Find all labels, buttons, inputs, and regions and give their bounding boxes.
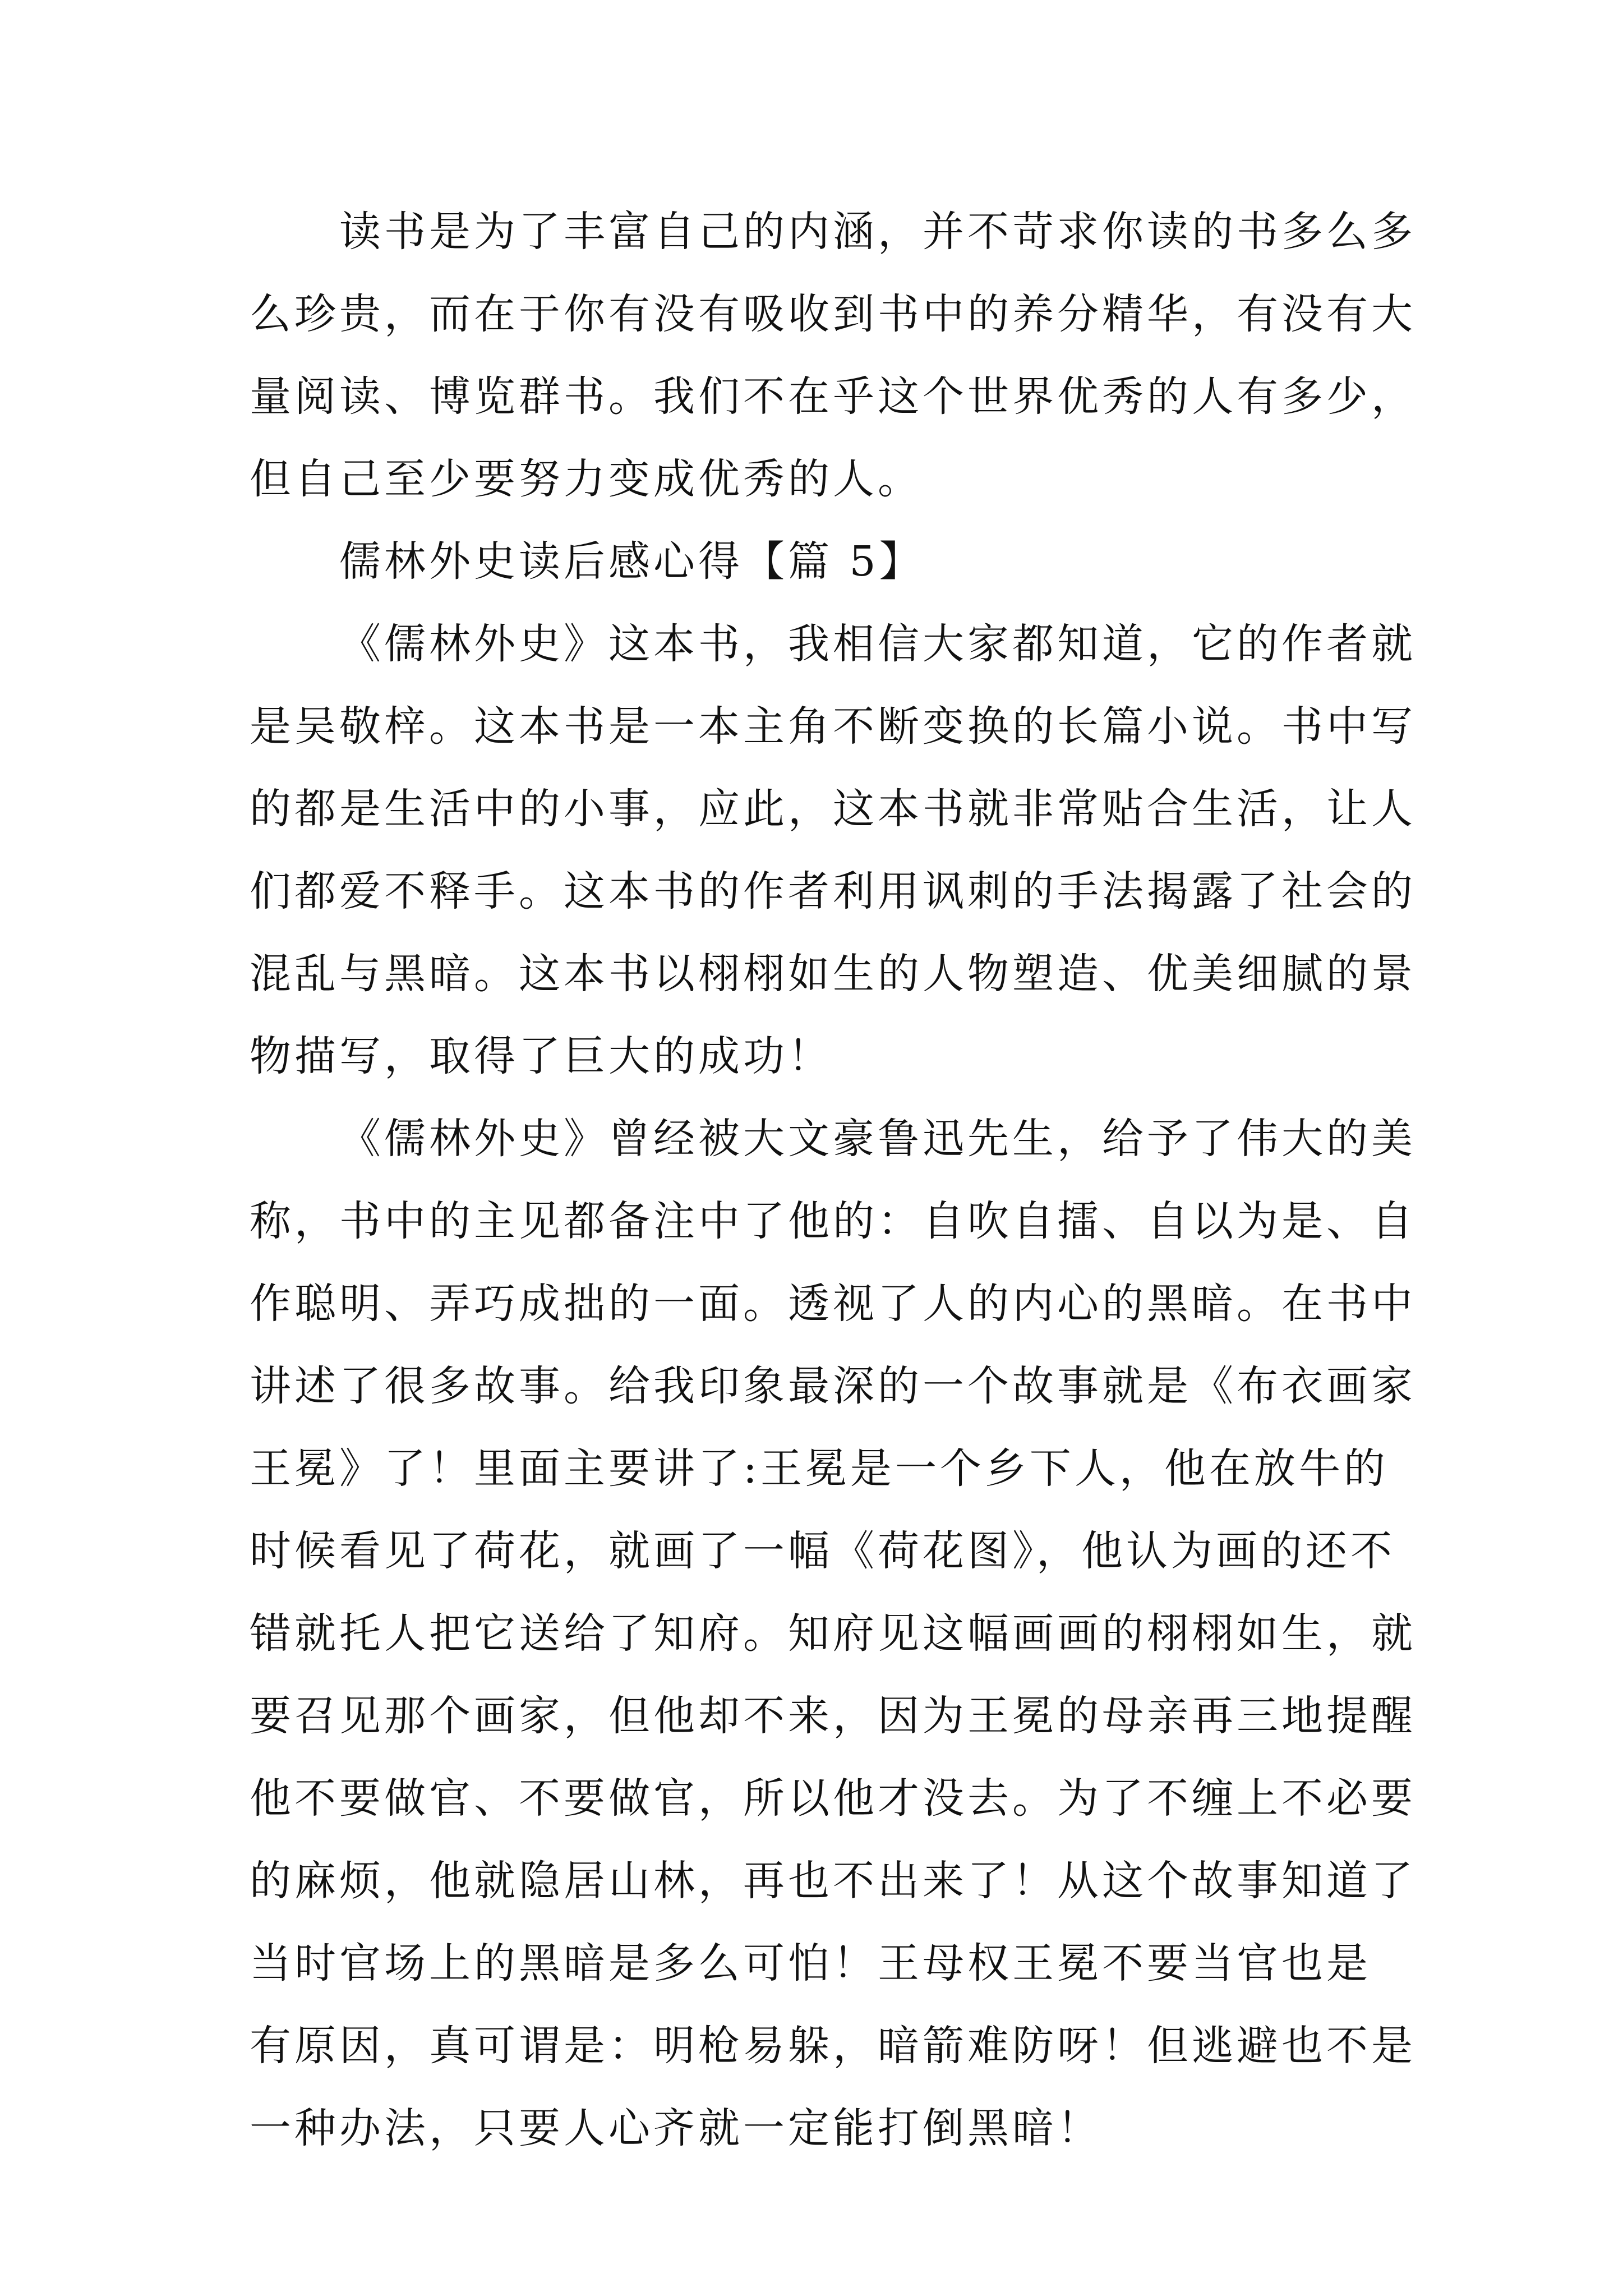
text-line: 么珍贵，而在于你有没有吸收到书中的养分精华，有没有大: [250, 290, 1416, 338]
text-line: 是吴敬梓。这本书是一本主角不断变换的长篇小说。书中写: [250, 702, 1416, 751]
text-line: 《儒林外史》曾经被大文豪鲁迅先生，给予了伟大的美: [339, 1115, 1416, 1163]
text-line: 混乱与黑暗。这本书以栩栩如生的人物塑造、优美细腻的景: [250, 950, 1416, 998]
text-line: 物描写，取得了巨大的成功！: [250, 1032, 833, 1080]
text-line: 王冕》了！里面主要讲了:王冕是一个乡下人，他在放牛的: [250, 1444, 1389, 1493]
text-line: 讲述了很多故事。给我印象最深的一个故事就是《布衣画家: [250, 1362, 1416, 1410]
text-line: 一种办法，只要人心齐就一定能打倒黑暗！: [250, 2104, 1102, 2152]
text-line: 有原因，真可谓是：明枪易躲，暗箭难防呀！但逃避也不是: [250, 2022, 1416, 2070]
text-line: 称，书中的主见都备注中了他的：自吹自擂、自以为是、自: [250, 1197, 1416, 1245]
text-line: 当时官场上的黑暗是多么可怕！王母权王冕不要当官也是: [250, 1939, 1371, 1987]
paragraph-book-intro: [250, 603, 1416, 1098]
paragraph-reading-purpose: [250, 191, 1416, 521]
text-line: 《儒林外史》这本书，我相信大家都知道，它的作者就: [339, 620, 1416, 668]
paragraph-wang-mian-story: [250, 1098, 1416, 2170]
text-line: 读书是为了丰富自己的内涵，并不苛求你读的书多么多: [339, 208, 1416, 256]
text-line: 但自己至少要努力变成优秀的人。: [250, 455, 923, 503]
document-body: [250, 191, 1416, 2170]
text-line: 的都是生活中的小事，应此，这本书就非常贴合生活，让人: [250, 785, 1416, 833]
text-line: 作聪明、弄巧成拙的一面。透视了人的内心的黑暗。在书中: [250, 1280, 1416, 1328]
text-line: 要召见那个画家，但他却不来，因为王冕的母亲再三地提醒: [250, 1692, 1416, 1740]
text-line: 的麻烦，他就隐居山林，再也不出来了！从这个故事知道了: [250, 1857, 1416, 1905]
text-line: 时候看见了荷花，就画了一幅《荷花图》，他认为画的还不: [250, 1527, 1395, 1575]
text-line: 错就托人把它送给了知府。知府见这幅画画的栩栩如生，就: [250, 1609, 1416, 1658]
text-line: 量阅读、博览群书。我们不在乎这个世界优秀的人有多少，: [250, 372, 1416, 421]
text-line: 们都爱不释手。这本书的作者利用讽刺的手法揭露了社会的: [250, 867, 1416, 915]
text-line: 他不要做官、不要做官，所以他才没去。为了不缠上不必要: [250, 1774, 1416, 1823]
section-heading: 儒林外史读后感心得【篇 5】: [339, 537, 924, 586]
